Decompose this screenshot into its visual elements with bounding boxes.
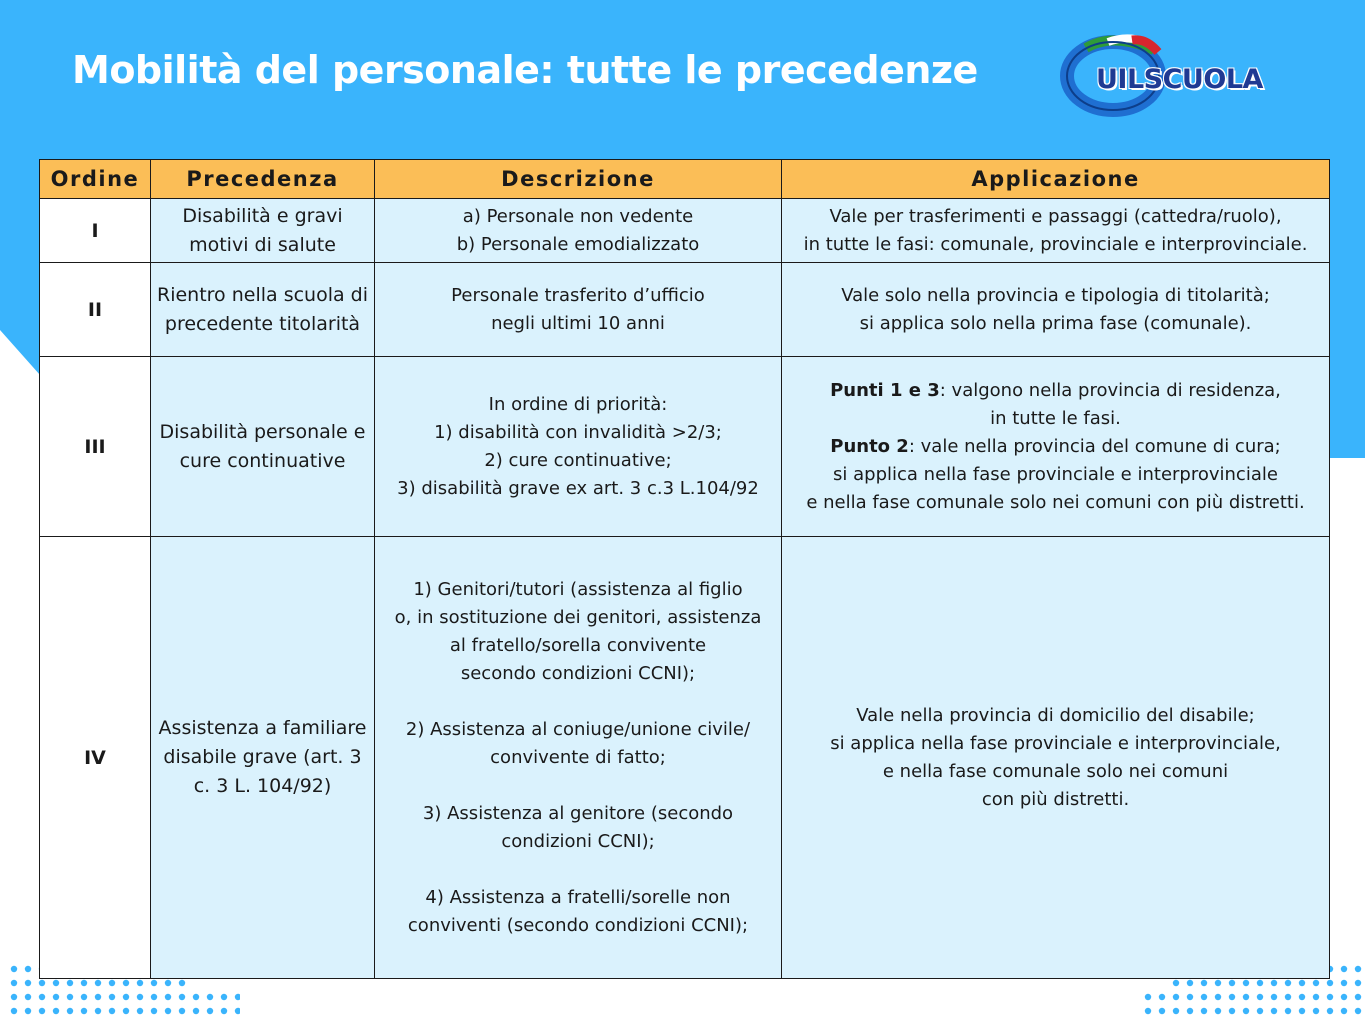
descrizione-line: 2) cure continuative; [484,449,672,471]
cell-precedenza: Rientro nella scuola di precedente titolarità [151,263,375,357]
descrizione-line [381,772,775,800]
cell-descrizione [375,199,782,263]
table-row [40,357,1330,537]
descrizione-line: secondo condizioni CCNI); [460,662,696,684]
cell-applicazione [782,537,1330,979]
cell-descrizione [375,357,782,537]
descrizione-line [381,856,775,884]
descrizione-line: conviventi (secondo condizioni CCNI); [407,914,749,936]
cell-descrizione [375,537,782,979]
applicazione-line: Vale solo nella provincia e tipologia di titolarità; [841,284,1270,306]
descrizione-line [381,688,775,716]
applicazione-bold: Punti 1 e 3 [830,379,940,401]
descrizione-line: 2) Assistenza al coniuge/unione civile/ [405,718,751,740]
applicazione-line: si applica nella fase provinciale e interprovinciale, [830,732,1281,754]
column-header-precedenza: Precedenza [151,160,375,199]
descrizione-line: 1) Genitori/tutori (assistenza al figlio [413,578,743,600]
descrizione-line: o, in sostituzione dei genitori, assistenza [394,606,762,628]
cell-precedenza: Assistenza a familiare disabile grave (art. 3 c. 3 L. 104/92) [151,537,375,979]
applicazione-line: in tutte le fasi. [990,407,1121,429]
page-title: Mobilità del personale: tutte le precedenze [72,48,978,92]
applicazione-line: Punto 2: vale nella provincia del comune di cura; [830,435,1281,457]
table-header-row [40,160,1330,199]
column-header-ordine: Ordine [40,160,151,199]
descrizione-line: 4) Assistenza a fratelli/sorelle non [425,886,731,908]
cell-ordine: III [40,357,151,537]
cell-descrizione [375,263,782,357]
cell-ordine: IV [40,537,151,979]
cell-ordine: II [40,263,151,357]
table-row [40,263,1330,357]
applicazione-line: e nella fase comunale solo nei comuni [882,760,1229,782]
descrizione-line: condizioni CCNI); [501,830,655,852]
cell-applicazione [782,357,1330,537]
column-header-applicazione: Applicazione [782,160,1330,199]
table-row [40,199,1330,263]
descrizione-line: convivente di fatto; [490,746,666,768]
uilscuola-logo [1058,28,1278,120]
cell-precedenza: Disabilità e gravi motivi di salute [151,199,375,263]
applicazione-line: Punti 1 e 3: valgono nella provincia di residenza, [830,379,1281,401]
descrizione-line: In ordine di priorità: [488,393,668,415]
descrizione-line: negli ultimi 10 anni [491,312,665,334]
descrizione-line: a) Personale non vedente [462,205,694,227]
logo-text: UILSCUOLA [1096,64,1263,95]
applicazione-line: Vale nella provincia di domicilio del disabile; [856,704,1255,726]
applicazione-line: si applica nella fase provinciale e interprovinciale [833,463,1278,485]
descrizione-line: al fratello/sorella convivente [449,634,707,656]
cell-ordine: I [40,199,151,263]
cell-precedenza: Disabilità personale e cure continuative [151,357,375,537]
descrizione-line: 3) Assistenza al genitore (secondo [422,802,734,824]
cell-applicazione [782,199,1330,263]
applicazione-line: e nella fase comunale solo nei comuni con più distretti. [806,491,1305,513]
descrizione-line: 3) disabilità grave ex art. 3 c.3 L.104/92 [397,477,759,499]
applicazione-line: in tutte le fasi: comunale, provinciale e interprovinciale. [803,233,1308,255]
precedenze-table [39,159,1330,979]
applicazione-line: con più distretti. [981,788,1130,810]
cell-applicazione [782,263,1330,357]
applicazione-bold: Punto 2 [830,435,909,457]
descrizione-line: b) Personale emodializzato [456,233,700,255]
applicazione-line: Vale per trasferimenti e passaggi (cattedra/ruolo), [829,205,1282,227]
table-row [40,537,1330,979]
column-header-descrizione: Descrizione [375,160,782,199]
descrizione-line: Personale trasferito d’ufficio [451,284,705,306]
descrizione-line: 1) disabilità con invalidità >2/3; [434,421,722,443]
applicazione-line: si applica solo nella prima fase (comunale). [859,312,1252,334]
